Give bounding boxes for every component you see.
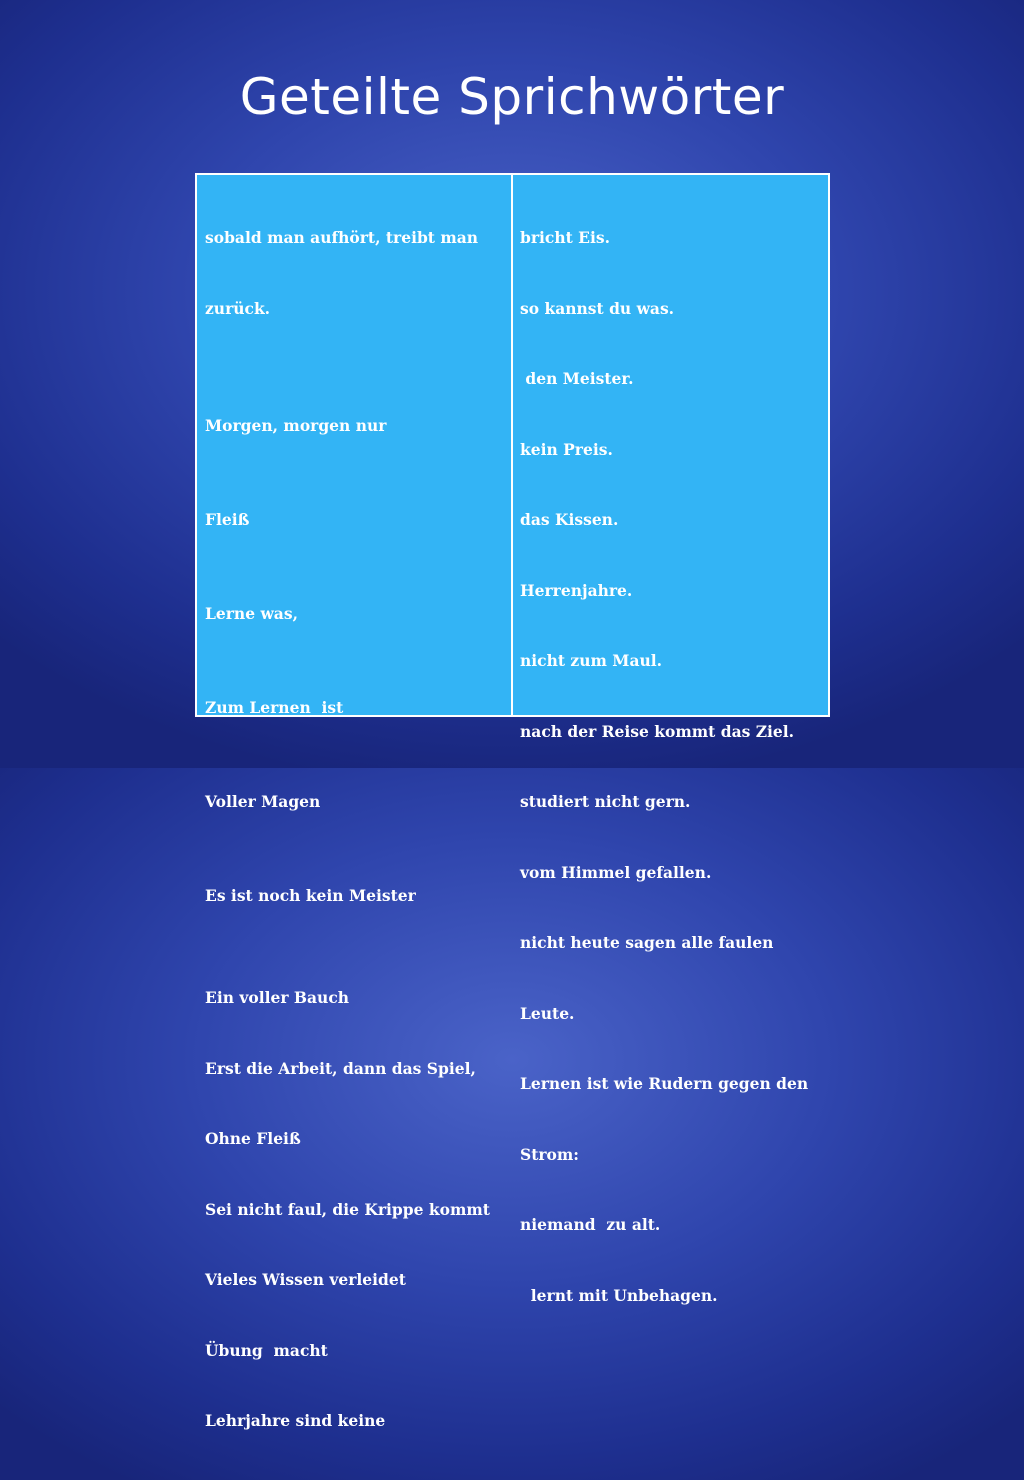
proverb-beginning-13: Übung macht (205, 1340, 328, 1360)
proverb-ending-14: lernt mit Unbehagen. (520, 1285, 718, 1305)
proverb-ending-9: studiert nicht gern. (520, 792, 691, 811)
proverb-beginning-2: Morgen, morgen nur (205, 416, 387, 435)
proverb-ending-6: Herrenjahre. (520, 580, 633, 600)
proverb-beginning-14: Lehrjahre sind keine (205, 1411, 386, 1430)
proverb-ending-3: den Meister. (520, 369, 634, 388)
proverb-beginning-6: Voller Magen (205, 792, 321, 811)
proverb-beginning-9: Erst die Arbeit, dann das Spiel, (205, 1058, 476, 1078)
proverb-beginning-1b: zurück. (205, 298, 271, 318)
proverb-beginning-10: Ohne Fleiß (205, 1129, 301, 1148)
proverb-ending-5: das Kissen. (520, 510, 619, 529)
proverb-beginning-8: Ein voller Bauch (205, 988, 350, 1007)
slide-title: Geteilte Sprichwörter (239, 68, 785, 126)
proverb-beginning-11: Sei nicht faul, die Krippe kommt (205, 1199, 490, 1219)
proverb-ending-12a: Lernen ist wie Rudern gegen den (520, 1074, 809, 1093)
proverb-ending-11b: Leute. (520, 1003, 575, 1023)
proverb-ending-4: kein Preis. (520, 439, 613, 459)
proverb-ending-10: vom Himmel gefallen. (520, 862, 712, 882)
proverb-ending-7: nicht zum Maul. (520, 651, 663, 670)
proverb-ending-8: nach der Reise kommt das Ziel. (520, 721, 795, 741)
proverb-ending-2: so kannst du was. (520, 298, 675, 318)
proverb-ending-11a: nicht heute sagen alle faulen (520, 933, 774, 952)
proverb-beginning-4: Lerne was, (205, 604, 298, 623)
proverb-beginning-5: Zum Lernen ist (205, 698, 344, 717)
proverb-beginning-7: Es ist noch kein Meister (205, 886, 416, 905)
proverb-ending-1: bricht Eis. (520, 228, 610, 247)
proverb-table (195, 173, 830, 1430)
proverb-endings-column (513, 175, 828, 1305)
proverb-beginning-1a: sobald man aufhört, treibt man (205, 228, 479, 247)
proverb-beginning-12: Vieles Wissen verleidet (205, 1270, 406, 1289)
proverb-beginning-3: Fleiß (205, 510, 250, 529)
proverb-beginnings-column (197, 175, 511, 1430)
proverb-ending-13: niemand zu alt. (520, 1215, 661, 1234)
proverb-ending-12b: Strom: (520, 1144, 579, 1164)
